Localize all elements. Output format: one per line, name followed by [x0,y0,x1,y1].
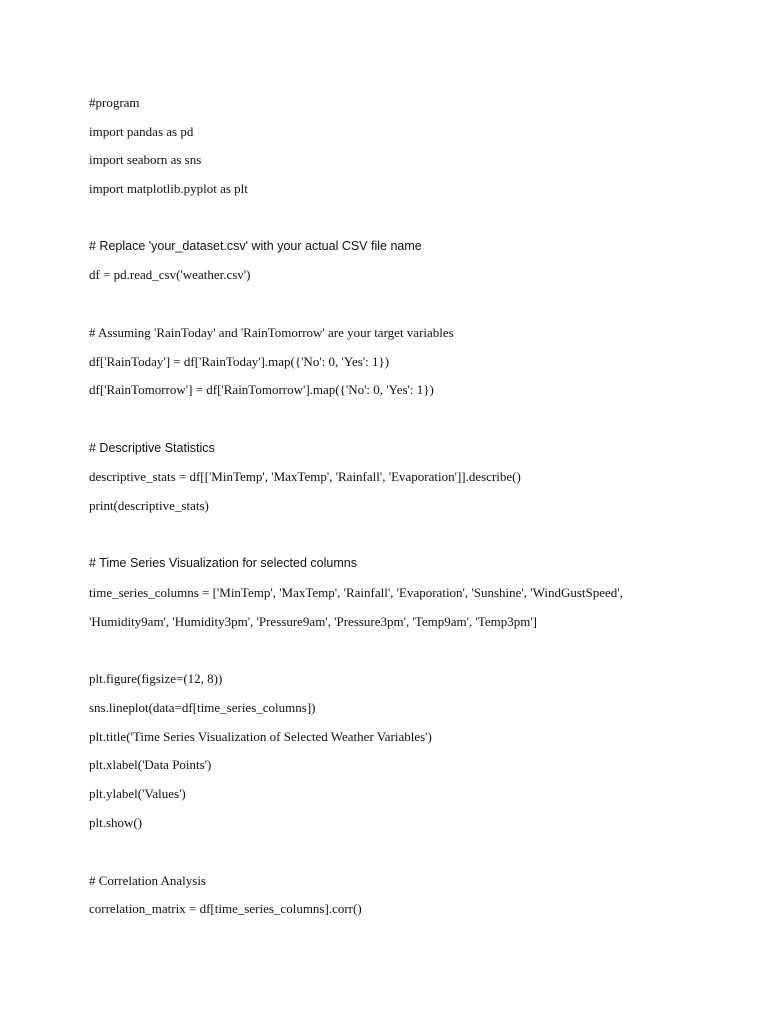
correlation-matrix-line: correlation_matrix = df[time_series_columns].corr() [89,901,362,916]
title-line: plt.title('Time Series Visualization of Selected Weather Variables') [89,729,432,744]
map-raintoday-line: df['RainToday'] = df['RainToday'].map({'No': 0, 'Yes': 1}) [89,354,390,369]
ylabel-line: plt.ylabel('Values') [89,786,186,801]
comment-descriptive-statistics: # Descriptive Statistics [89,441,215,455]
comment-target-variables: # Assuming 'RainToday' and 'RainTomorrow' are your target variables [89,325,454,340]
lineplot-line: sns.lineplot(data=df[time_series_columns]) [89,700,316,715]
comment-correlation-analysis: # Correlation Analysis [89,873,206,888]
show-line: plt.show() [89,815,143,830]
comment-time-series: # Time Series Visualization for selected columns [89,556,357,570]
read-csv-line: df = pd.read_csv('weather.csv') [89,267,251,282]
describe-line: descriptive_stats = df[['MinTemp', 'MaxTemp', 'Rainfall', 'Evaporation']].describe() [89,469,521,484]
xlabel-line: plt.xlabel('Data Points') [89,757,212,772]
print-stats-line: print(descriptive_stats) [89,498,209,513]
figure-line: plt.figure(figsize=(12, 8)) [89,671,223,686]
time-series-columns-line-2: 'Humidity9am', 'Humidity3pm', 'Pressure9am', 'Pressure3pm', 'Temp9am', 'Temp3pm'] [89,614,538,629]
comment-program: #program [89,95,140,110]
import-seaborn-line: import seaborn as sns [89,152,202,167]
map-raintomorrow-line: df['RainTomorrow'] = df['RainTomorrow'].map({'No': 0, 'Yes': 1}) [89,382,434,397]
import-matplotlib-line: import matplotlib.pyplot as plt [89,181,248,196]
time-series-columns-line-1: time_series_columns = ['MinTemp', 'MaxTemp', 'Rainfall', 'Evaporation', 'Sunshine', 'WindGustSpeed', [89,585,623,600]
import-pandas-line: import pandas as pd [89,124,194,139]
comment-replace-dataset: # Replace 'your_dataset.csv' with your actual CSV file name [89,239,422,253]
